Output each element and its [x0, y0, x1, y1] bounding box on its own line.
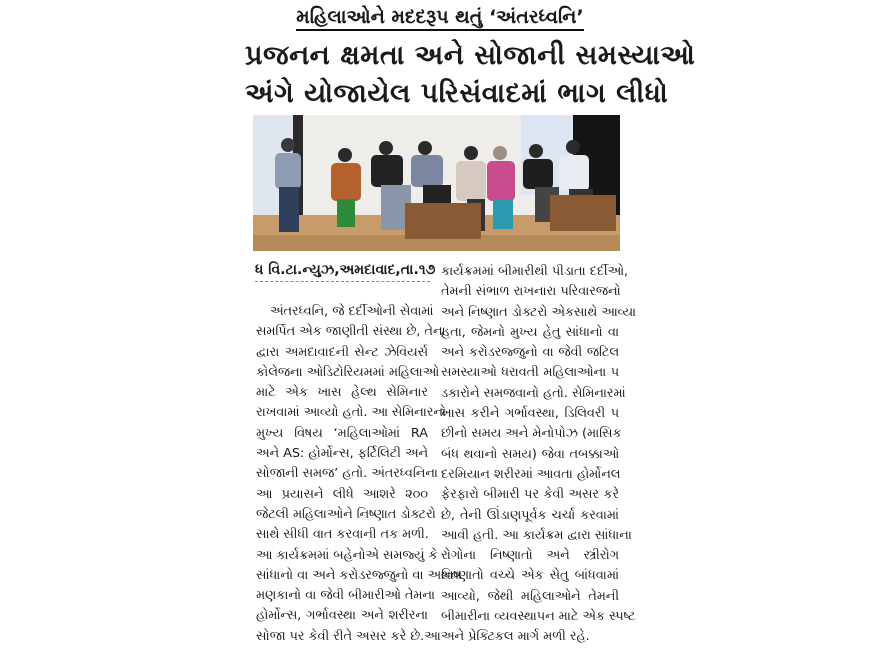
headline-line-2: અંગે યોજાયેલ પરિસંવાદમાં ભાગ લીધો — [245, 78, 669, 109]
article-text-line: સોજા પર કેવી રીતે અસર કરે છે.આ — [256, 628, 441, 644]
article-text-line: બંધ થવાનો સમય) જેવા તબક્કાઓ — [441, 446, 619, 462]
article-text-line: દરમિયાન શરીરમાં આવતા હોર્મોનલ — [441, 466, 621, 482]
article-text-line: સાથે સીધી વાત કરવાની તક મળી. — [256, 527, 429, 543]
coffee-table-right — [550, 195, 616, 231]
article-text-line: મણકાનો વા જેવી બીમારીઓ તેમના — [256, 588, 436, 604]
article-text-line: ખાસ કરીને ગર્ભાવસ્થા, ડિલિવરી પ — [441, 406, 619, 422]
article-text-line: આ કાર્યક્રમમાં બહેનોએ સમજ્યું કે — [256, 547, 438, 563]
article-text-line: હતા, જેમનો મુખ્ય હેતુ સાંધાનો વા — [441, 324, 619, 340]
article-text-line: અંતરધ્વનિ, જે દર્દીઓની સેવામાં — [270, 304, 434, 319]
article-text-line: માટે એક ખાસ હેલ્થ સેમિનાર — [256, 385, 428, 401]
dateline: ધ વિ.ટા.ન્યુઝ,અમદાવાદ,તા.૧૭ — [255, 262, 430, 282]
article-text-line: ફેરફારો બીમારી પર કેવી અસર કરે — [441, 487, 619, 503]
article-text-line: સોજાની સમજ’ હતો. અંતરધ્વનિના — [256, 466, 438, 482]
article-text-line: બીમારીના વ્યવસ્થાપન માટે એક સ્પષ્ટ — [441, 609, 636, 625]
coffee-table-left — [405, 203, 481, 239]
panel-discussion-photo — [253, 115, 620, 251]
article-kicker — [250, 6, 630, 28]
article-text-line: કોલેજના ઓડિટોરિયમમાં મહિલાઓ — [256, 364, 439, 380]
article-text-line: તેમની સંભાળ રાખનારા પરિવારજનો — [441, 284, 621, 300]
article-text-line: રાખવામાં આવ્યો હતો. આ સેમિનારનો — [256, 405, 447, 421]
article-text-line: મુખ્ય વિષય ‘મહિલાઓમાં RA — [256, 425, 428, 441]
article-text-line: સમર્પિત એક જાણીતી સંસ્થા છે, તેના — [256, 324, 446, 340]
article-text-line: અને AS: હોર્મોન્સ, ફર્ટિલિટી અને — [256, 446, 428, 462]
article-text-line: જેટલી મહિલાઓને નિષ્ણાત ડોક્ટરો — [256, 506, 436, 522]
article-text-line: આવી હતી. આ કાર્યક્રમ દ્વારા સાંધાના — [441, 527, 632, 543]
article-text-line: આવ્યો, જેથી મહિલાઓને તેમની — [441, 588, 619, 604]
article-text-line: દ્વારા અમદાવાદની સેન્ટ ઝેવિયર્સ — [256, 344, 428, 360]
article-column-1 — [256, 302, 462, 647]
article-text-line: અને પ્રેક્ટિકલ માર્ગ મળી રહે. — [441, 629, 590, 645]
article-column-2 — [441, 262, 637, 648]
article-text-line: આ પ્રયાસને લીધે આશરે ૨૦૦ — [256, 486, 428, 502]
kicker-text: મહિલાઓને મદદરૂપ થતું ‘અંતરધ્વનિ’ — [296, 6, 583, 31]
article-text-line: અને નિષ્ણાત ડોક્ટરો એકસાથે આવ્યા — [441, 304, 637, 320]
article-text-line: છીનો સમય અને મેનોપોઝ (માસિક — [441, 426, 622, 442]
article-text-line: રોગોના નિષ્ણાતો અને સ્ત્રીરોગ — [441, 548, 619, 564]
article-text-line: સમસ્યાઓ ધરાવતી મહિલાઓના પ — [441, 365, 619, 381]
headline-line-1: પ્રજનન ક્ષમતા અને સોજાની સમસ્યાઓ — [245, 40, 696, 71]
article-text-line: સાંધાનો વા અને કરોડરજ્જુનો વા અથવા — [256, 567, 462, 583]
article-text-line: અને કરોડરજ્જુનો વા જેવી જટિલ — [441, 345, 619, 361]
article-text-line: છે, તેની ઊંડાણપૂર્વક ચર્ચા કરવામાં — [441, 507, 619, 523]
article-text-line: હોર્મોન્સ, ગર્ભાવસ્થા અને શરીરના — [256, 608, 428, 624]
article-text-line: નિષ્ણાતો વચ્ચે એક સેતુ બાંધવામાં — [441, 568, 619, 584]
article-text-line: ડકારોને સમજવાનો હતો. સેમિનારમાં — [441, 385, 626, 401]
article-text-line: કાર્યક્રમમાં બીમારીથી પીડાતા દર્દીઓ, — [441, 264, 629, 279]
